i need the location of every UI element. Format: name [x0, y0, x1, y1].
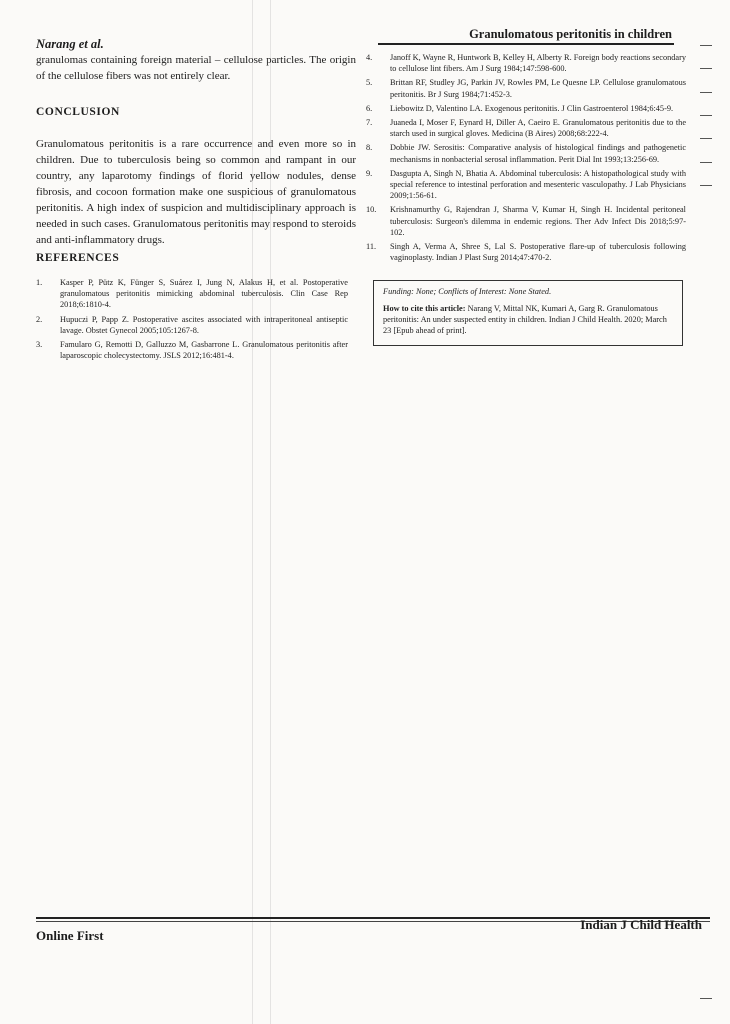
margin-mark: [700, 92, 712, 93]
margin-mark: [700, 185, 712, 186]
footer-online-first: Online First: [36, 928, 104, 943]
reference-item: 3. Famularo G, Remotti D, Galluzzo M, Gasbarrone L. Granulomatous peritonitis after laparoscopic cholecystectomy. JSLS 2012;16:481-4.: [36, 340, 348, 361]
margin-mark: [700, 162, 712, 163]
references-heading: REFERENCES: [36, 252, 120, 264]
footer-journal-name: Indian J Child Health: [580, 917, 702, 932]
reference-item: 8. Dobbie JW. Serositis: Comparative analysis of histological findings and pathogenetic mechanisms in nonbacterial serosal inflammation. Perit Dial Int 1993;13:256-69.: [366, 143, 686, 164]
reference-item: 6. Liebowitz D, Valentino LA. Exogenous peritonitis. J Clin Gastroenterol 1984;6:45-9.: [366, 103, 674, 113]
reference-item: 5. Brittan RF, Studley JG, Parkin JV, Rowles PM, Le Quesne LP. Cellulose granulomatous peritonitis. Br J Surg 1984;71:452-3.: [366, 78, 686, 99]
left-column: [36, 52, 356, 361]
reference-item: 9. Dasgupta A, Singh N, Bhatia A. Abdominal tuberculosis: A histopathological study with special reference to intestinal perforation and mesenteric vasculopathy. J Lab Physicians 2009;1:56-61.: [366, 168, 686, 201]
citation-box: [373, 280, 683, 346]
how-to-cite-label: How to cite this article:: [383, 304, 466, 313]
reference-item: 2. Hupuczi P, Papp Z. Postoperative ascites associated with intraperitoneal antiseptic lavage. Obstet Gynecol 2005;105:1267-8.: [36, 314, 348, 335]
reference-item: 10. Krishnamurthy G, Rajendran J, Sharma V, Kumar H, Singh H. Incidental peritoneal tuberculosis: Surgeon's dilemma in endemic regions. Ther Adv Infect Dis 2018;5:97-102.: [366, 205, 686, 237]
reference-item: 4. Janoff K, Wayne R, Huntwork B, Kelley H, Alberty R. Foreign body reactions secondary to cellulose lint fibers. Am J Surg 1984;147:598-600.: [366, 53, 686, 74]
running-head-author: Narang et al.: [36, 37, 104, 51]
margin-mark: [700, 45, 712, 46]
funding-statement: Funding: None; Conflicts of Interest: None Stated.: [383, 287, 552, 296]
conclusion-text: Granulomatous peritonitis is a rare occurrence and even more so in children. Due to tuberculosis being so common and rampant in our country, any laparotomy findings of florid yellow nodules, dense fibrosis, and cocoon formation make one suspicious of granulomatous peritonitis. A high index of suspicion and multidisciplinary approach is needed in such cases. Granulomatous peritonitis may respond to steroids and anti-inflammatory drugs.: [36, 138, 356, 246]
margin-mark: [700, 998, 712, 999]
header-rule: [378, 43, 674, 45]
how-to-cite-text: Narang V, Mittal NK, Kumari A, Garg R. Granulomatous peritonitis: An under suspected entity in children. Indian J Child Health. 2020; March 23 [Epub ahead of print].: [383, 304, 667, 336]
reference-list-left: [36, 277, 348, 364]
reference-item: 7. Juaneda I, Moser F, Eynard H, Diller A, Caeiro E. Granulomatous peritonitis due to the starch used in surgical gloves. Medicina (B Aires) 2008;68:222-4.: [366, 118, 686, 139]
intro-fragment: granulomas containing foreign material – cellulose particles. The origin of the cellulose fibers was not entirely clear.: [36, 54, 356, 82]
running-head-title: Granulomatous peritonitis in children: [469, 27, 672, 41]
reference-item: 1. Kasper P, Pütz K, Fünger S, Suárez I, Jung N, Alakus H, et al. Postoperative granulomatous peritonitis mimicking abdominal tuberculosis. Clin Case Rep 2018;6:1810-4.: [36, 278, 348, 310]
margin-mark: [700, 138, 712, 139]
margin-mark: [700, 115, 712, 116]
reference-item: 11. Singh A, Verma A, Shree S, Lal S. Postoperative flare-up of tuberculosis following vaginoplasty. Indian J Plast Surg 2014;47:470-2.: [366, 242, 686, 263]
how-to-cite: [383, 303, 673, 337]
margin-mark: [700, 68, 712, 69]
conclusion-heading: CONCLUSION: [36, 106, 120, 118]
right-column: [366, 52, 686, 266]
